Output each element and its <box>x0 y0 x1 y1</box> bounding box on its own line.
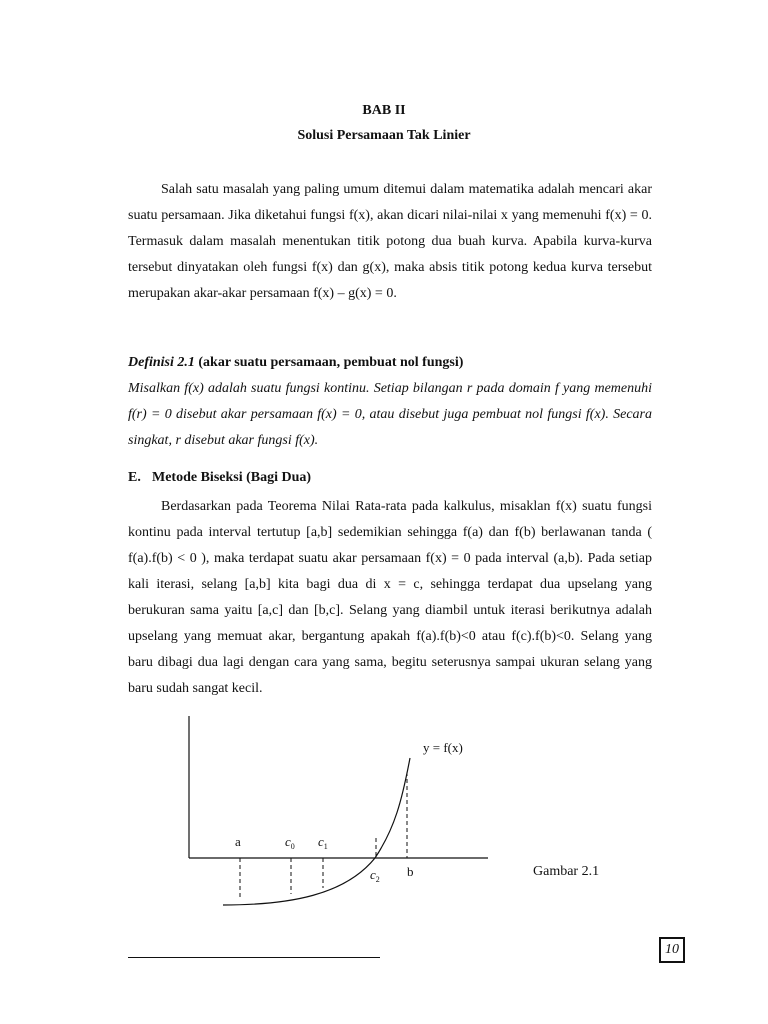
intro-paragraph: Salah satu masalah yang paling umum ditemui dalam matematika adalah mencari akar suatu persamaan. Jika diketahui fungsi f(x), akan dicari nilai-nilai x yang memenuhi f(x) = 0. Termasuk dalam masalah menentukan titik potong dua buah kurva. Apabila kurva-kurva tersebut dinyatakan oleh fungsi f(x) dan g(x), maka absis titik potong kedua kurva tersebut merupakan akar-akar persamaan f(x) – g(x) = 0. <box>128 182 652 301</box>
section-number: E. <box>128 470 141 485</box>
bisection-figure <box>170 700 510 910</box>
section-heading <box>128 470 311 486</box>
definition-label: Definisi 2.1 <box>128 355 195 370</box>
label-c0: $c_0$ <box>285 834 295 851</box>
definition-title: (akar suatu persamaan, pembuat nol fungsi) <box>198 355 464 370</box>
page-number: 10 <box>659 937 685 963</box>
definition-body: Misalkan f(x) adalah suatu fungsi kontinu. Setiap bilangan r pada domain f yang memenuhi f(r) = 0 disebut akar persamaan f(x) = 0, atau disebut juga pembuat nol fungsi f(x). Secara singkat, r disebut akar fungsi f(x). <box>128 381 652 448</box>
section-title: Metode Biseksi (Bagi Dua) <box>152 470 312 485</box>
label-b: b <box>407 864 414 879</box>
label-c2: $c_2$ <box>370 867 380 884</box>
figure-caption: Gambar 2.1 <box>533 864 600 879</box>
curve-label: y = f(x) <box>423 740 463 755</box>
section-paragraph: Berdasarkan pada Teorema Nilai Rata-rata pada kalkulus, misaklan f(x) suatu fungsi kontinu pada interval tertutup [a,b] sedemikian sehingga f(a) dan f(b) berlawanan tanda ( f(a).f(b) < 0 ), maka terdapat suatu akar persamaan f(x) = 0 pada interval (a,b). Pada setiap kali iterasi, selang [a,b] kita bagi dua di x = c, sehingga terdapat dua upselang yang berukuran sama yaitu [a,c] dan [b,c]. Selang yang diambil untuk iterasi berikutnya adalah upselang yang memuat akar, bergantung apakah f(a).f(b)<0 atau f(c).f(b)<0. Selang yang baru dibagi dua lagi dengan cara yang sama, begitu seterusnya sampai ukuran selang yang baru sudah sangat kecil. <box>128 499 652 696</box>
label-a: a <box>235 834 241 849</box>
chapter-title: Solusi Persamaan Tak Linier <box>297 128 471 143</box>
function-curve <box>223 758 410 905</box>
label-c1: $c_1$ <box>318 834 328 851</box>
definition-block <box>128 350 652 454</box>
footer-rule <box>128 957 380 958</box>
chapter-label: BAB II <box>362 103 406 118</box>
